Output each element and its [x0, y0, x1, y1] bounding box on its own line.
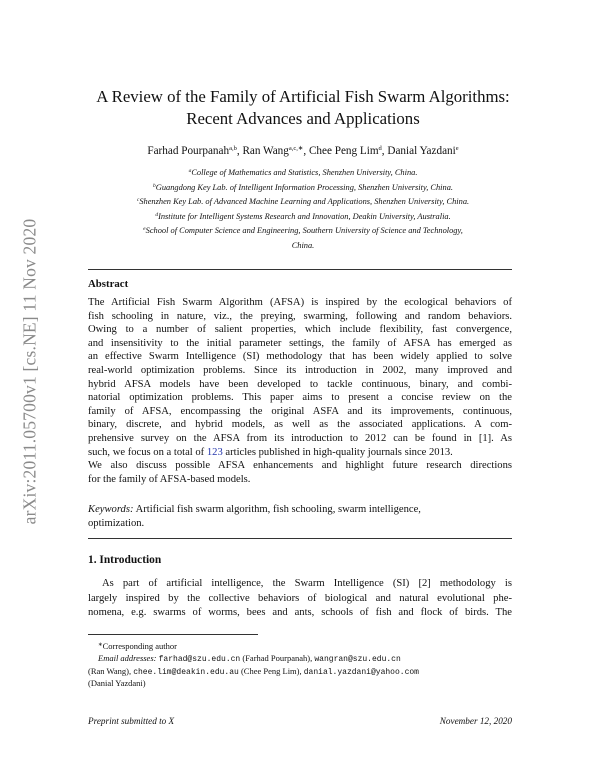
email-owner: (Chee Peng Lim),: [238, 665, 304, 676]
abstract-line: Owing to a number of salient properties, which include flexibility, fast convergence,: [88, 324, 512, 336]
affiliation: [80, 165, 526, 180]
keywords-label: Keywords:: [88, 504, 134, 515]
affiliation-text: College of Mathematics and Statistics, Shenzhen University, China.: [191, 168, 418, 177]
keywords-text: Artificial fish swarm algorithm, fish schooling, swarm intelligence,: [133, 504, 421, 515]
introduction-body: [88, 577, 512, 621]
affiliation-mark: e: [143, 226, 146, 232]
abstract-heading: Abstract: [88, 278, 129, 290]
affiliation-text: Guangdong Key Lab. of Intelligent Information Processing, Shenzhen University, China.: [155, 182, 453, 192]
abstract-line: family of AFSA, encompassing the original ASFA and its improvements, continuous,: [88, 405, 512, 417]
abstract-top-rule: [88, 269, 512, 270]
affiliation: [80, 209, 526, 224]
footnote-rule: [88, 634, 258, 635]
affiliation: [80, 238, 526, 253]
affiliation: [80, 223, 526, 238]
title-line-2: Recent Advances and Applications: [186, 109, 420, 128]
article-count-link[interactable]: 123: [206, 446, 223, 458]
affiliation-text: Shenzhen Key Lab. of Advanced Machine Learning and Applications, Shenzhen University, China.: [139, 197, 470, 206]
email-link[interactable]: wangran@szu.edu.cn: [314, 654, 401, 664]
author-list: [60, 142, 546, 158]
author-affil-mark: e: [455, 145, 459, 152]
abstract-line: binary, discrete, and hybrid models, as well as the associated applications. A com-: [88, 419, 512, 431]
body-line: As part of artificial intelligence, the Swarm Intelligence (SI) [2] methodology is: [102, 578, 512, 589]
abstract-line: fish schooling in nature, viz., the preying, swarming, following and random behaviors.: [88, 310, 512, 322]
author-name: Chee Peng Lim: [308, 145, 379, 157]
title-line-1: A Review of the Family of Artificial Fish Swarm Algorithms:: [96, 87, 510, 106]
author-affil-mark: a,b: [229, 145, 237, 152]
author-separator: ,: [303, 145, 309, 157]
body-line: nomena, e.g. swarms of worms, bees and ants, schools of fish and flock of birds. The: [88, 607, 512, 618]
abstract-line-text: such, we focus on a total of: [88, 446, 207, 458]
abstract-line: an effective Swarm Intelligence (SI) methodology that has been widely applied to solve: [88, 351, 512, 363]
arxiv-identifier: [18, 201, 42, 541]
abstract-line: for the family of AFSA-based models.: [88, 473, 251, 485]
abstract-line: natorial optimization problems. This paper aims to present a concise review on the: [88, 392, 512, 404]
author-name: Danial Yazdani: [387, 145, 456, 157]
footnotes: [88, 640, 512, 690]
arxiv-identifier-text: arXiv:2011.05700v1 [cs.NE] 11 Nov 2020: [19, 218, 40, 524]
email-link[interactable]: farhad@szu.edu.cn: [158, 654, 241, 664]
email-owner: (Ran Wang),: [88, 665, 134, 676]
author-name: Ran Wang: [242, 145, 289, 157]
affiliation-text: Institute for Intelligent Systems Research and Innovation, Deakin University, Australia.: [158, 211, 451, 221]
author-affil-mark: a,c,∗: [288, 145, 304, 152]
keywords-text: optimization.: [88, 517, 145, 529]
author-separator: ,: [381, 145, 388, 157]
affiliations: [80, 165, 526, 252]
affiliation-mark: d: [155, 211, 159, 218]
author-name: Farhad Pourpanah: [147, 145, 230, 157]
abstract-line-text: articles published in high-quality journals since 2013.: [222, 446, 453, 458]
abstract-line: [88, 446, 512, 460]
affiliation-mark: b: [153, 182, 156, 189]
affiliation-mark: a: [188, 168, 192, 174]
abstract-line: prehensive survey on the AFSA from its introduction to 2012 can be found in [1]. As: [88, 432, 512, 444]
preprint-date: November 12, 2020: [439, 716, 512, 726]
abstract-line: hybrid AFSA models have been developed to tackle continuous, binary, and combi-: [88, 378, 512, 390]
abstract-bottom-rule: [88, 538, 512, 539]
section-heading: 1. Introduction: [88, 554, 162, 566]
body-line: largely inspired by the collective behaviors of biological and natural evolutional phe-: [88, 592, 512, 604]
affiliation: [80, 194, 526, 209]
preprint-note: Preprint submitted to X: [88, 716, 175, 726]
abstract-line: real-world optimization problems. Since its introduction in 2002, many improved and: [88, 364, 512, 376]
abstract-line: We also discuss possible AFSA enhancements and highlight future research directions: [88, 460, 512, 472]
affiliation-mark: c: [136, 197, 140, 203]
corresponding-mark: ∗: [98, 642, 103, 648]
affiliation-text: China.: [291, 240, 315, 250]
email-link[interactable]: danial.yazdani@yahoo.com: [303, 667, 419, 677]
keywords: [88, 503, 512, 530]
email-link[interactable]: chee.lim@deakin.edu.au: [133, 667, 239, 677]
email-label: Email addresses:: [98, 652, 157, 663]
email-owner: (Farhad Pourpanah),: [240, 652, 315, 663]
abstract-line: and insensitivity to the initial parameter settings, the family of AFSA has emerged as: [88, 337, 512, 349]
abstract-line: The Artificial Fish Swarm Algorithm (AFSA) is inspired by the ecological behaviors of: [88, 297, 512, 308]
paper-title: [60, 86, 546, 130]
email-owner: (Danial Yazdani): [88, 678, 146, 689]
affiliation: [80, 180, 526, 195]
affiliation-text: School of Computer Science and Engineering, Southern University of Science and Technology,: [145, 226, 463, 235]
author-affil-mark: d: [378, 145, 382, 152]
abstract-body: [88, 296, 512, 486]
author-separator: ,: [236, 145, 243, 157]
corresponding-author-note: Corresponding author: [102, 641, 177, 651]
